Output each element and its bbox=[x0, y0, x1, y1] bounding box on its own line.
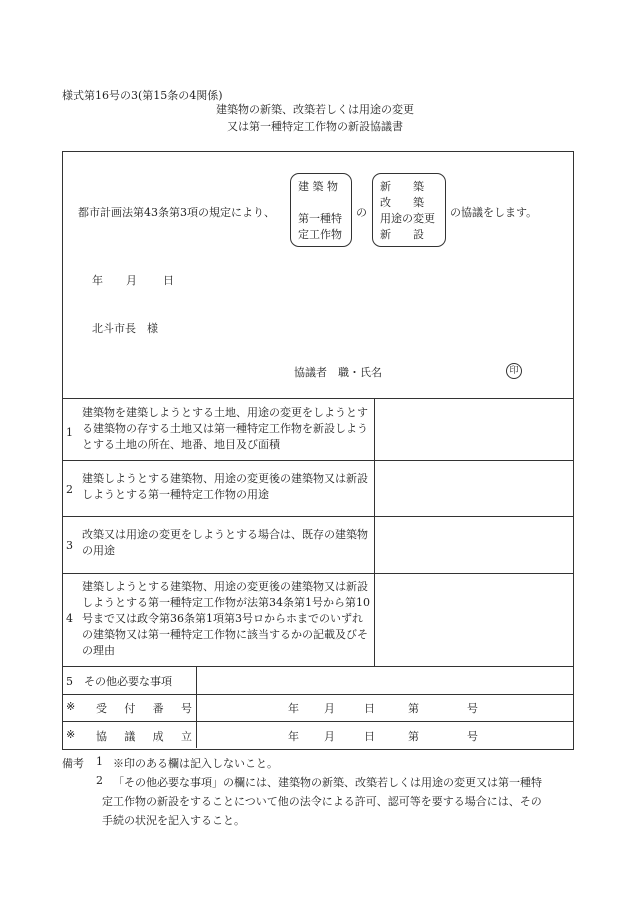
note-2-number: 2 bbox=[96, 774, 103, 787]
item-4-number: 4 bbox=[66, 612, 73, 625]
notes-label: 備考 bbox=[62, 757, 84, 770]
row-divider-2 bbox=[62, 516, 574, 517]
conclusion-label-char-2: 議 bbox=[124, 730, 136, 743]
item-2-value[interactable] bbox=[380, 466, 566, 512]
item-2-text: 建築しようとする建築物、用途の変更後の建築物又は新設しようとする第一種特定工作物の用途 bbox=[82, 472, 368, 501]
note-1-text: ※印のある欄は記入しないこと。 bbox=[113, 757, 278, 770]
statement-suffix: の協議をします。 bbox=[450, 206, 538, 219]
note-2-line3: 手続の状況を記入すること。 bbox=[102, 814, 245, 827]
item-3-value[interactable] bbox=[380, 522, 566, 568]
item-1-number: 1 bbox=[66, 426, 73, 439]
option-building: 建 築 物 bbox=[298, 180, 338, 193]
header-section-divider bbox=[62, 398, 574, 399]
items-value-divider bbox=[374, 398, 375, 666]
date-month: 月 bbox=[126, 274, 137, 287]
item-3-number: 3 bbox=[66, 539, 73, 552]
date-year: 年 bbox=[92, 274, 103, 287]
receipt-dai: 第 bbox=[408, 702, 419, 715]
option-new-build: 新 築 bbox=[380, 180, 424, 193]
row-divider-5 bbox=[62, 694, 574, 695]
receipt-year: 年 bbox=[288, 702, 299, 715]
option-use-change: 用途の変更 bbox=[380, 212, 435, 225]
note-2-line1: 「その他必要な事項」の欄には、建築物の新築、改築若しくは用途の変更又は第一種特 bbox=[113, 776, 542, 789]
receipt-label-char-1: 受 bbox=[96, 702, 107, 715]
conclusion-label-char-1: 協 bbox=[96, 730, 107, 743]
note-2-line2: 定工作物の新設をすることについて他の法令による許可、認可等を要する場合には、その bbox=[102, 795, 542, 808]
item-2-number: 2 bbox=[66, 483, 73, 496]
item-3-text: 改築又は用途の変更をしようとする場合は、既存の建築物の用途 bbox=[82, 528, 368, 557]
conclusion-label bbox=[96, 728, 192, 744]
receipt-label-char-4: 号 bbox=[180, 702, 192, 715]
item-4-text: 建築しようとする建築物、用途の変更後の建築物又は新設しようとする第一種特定工作物が法第34条第1号から第10号まで又は政令第36条第1項第3号ロからホまでのいずれの建築物又は第一種特定工作物に該当するかの記載及びその理由 bbox=[82, 580, 370, 657]
applicant-label: 協議者 職・氏名 bbox=[294, 366, 382, 379]
note-1-number: 1 bbox=[96, 755, 103, 768]
connector-no: の bbox=[356, 206, 367, 219]
addressee: 北斗市長 様 bbox=[92, 322, 158, 335]
row-divider-3 bbox=[62, 573, 574, 574]
row-divider-1 bbox=[62, 460, 574, 461]
receipt-label-char-2: 付 bbox=[124, 702, 136, 715]
option-rebuild: 改 築 bbox=[380, 196, 424, 209]
receipt-month: 月 bbox=[324, 702, 335, 715]
item-4-value[interactable] bbox=[380, 579, 566, 661]
receipt-day: 日 bbox=[364, 702, 375, 715]
form-id: 様式第16号の3(第15条の4関係) bbox=[62, 89, 223, 102]
receipt-label-char-3: 番 bbox=[152, 702, 164, 715]
conclusion-year: 年 bbox=[288, 730, 299, 743]
item-1-text: 建築物を建築しようとする土地、用途の変更をしようとする建築物の存する土地又は第一種特定工作物を新設しようとする土地の所在、地番、地目及び面積 bbox=[82, 406, 368, 451]
form-title-line2: 又は第一種特定工作物の新設協議書 bbox=[227, 120, 403, 133]
option-structure-1: 第一種特 bbox=[298, 212, 342, 225]
receipt-mark: ※ bbox=[66, 700, 76, 713]
option-structure-2: 定工作物 bbox=[298, 228, 342, 241]
row-divider-4 bbox=[62, 666, 574, 667]
conclusion-mark: ※ bbox=[66, 728, 76, 741]
option-new-install: 新 設 bbox=[380, 228, 424, 241]
date-day: 日 bbox=[163, 274, 174, 287]
conclusion-go: 号 bbox=[467, 730, 478, 743]
receipt-go: 号 bbox=[467, 702, 478, 715]
conclusion-day: 日 bbox=[364, 730, 375, 743]
receipt-label bbox=[96, 700, 192, 716]
form-title-line1: 建築物の新築、改築若しくは用途の変更 bbox=[216, 103, 414, 116]
seal-mark: 印 bbox=[506, 363, 522, 379]
item-5-label: 5 その他必要な事項 bbox=[66, 675, 172, 688]
conclusion-month: 月 bbox=[324, 730, 335, 743]
row-divider-6 bbox=[62, 721, 574, 722]
conclusion-label-char-4: 立 bbox=[180, 730, 192, 743]
statement-prefix: 都市計画法第43条第3項の規定により、 bbox=[78, 206, 275, 219]
lower-label-divider bbox=[196, 666, 197, 748]
item-1-value[interactable] bbox=[380, 405, 566, 455]
conclusion-label-char-3: 成 bbox=[152, 730, 164, 743]
conclusion-dai: 第 bbox=[408, 730, 419, 743]
